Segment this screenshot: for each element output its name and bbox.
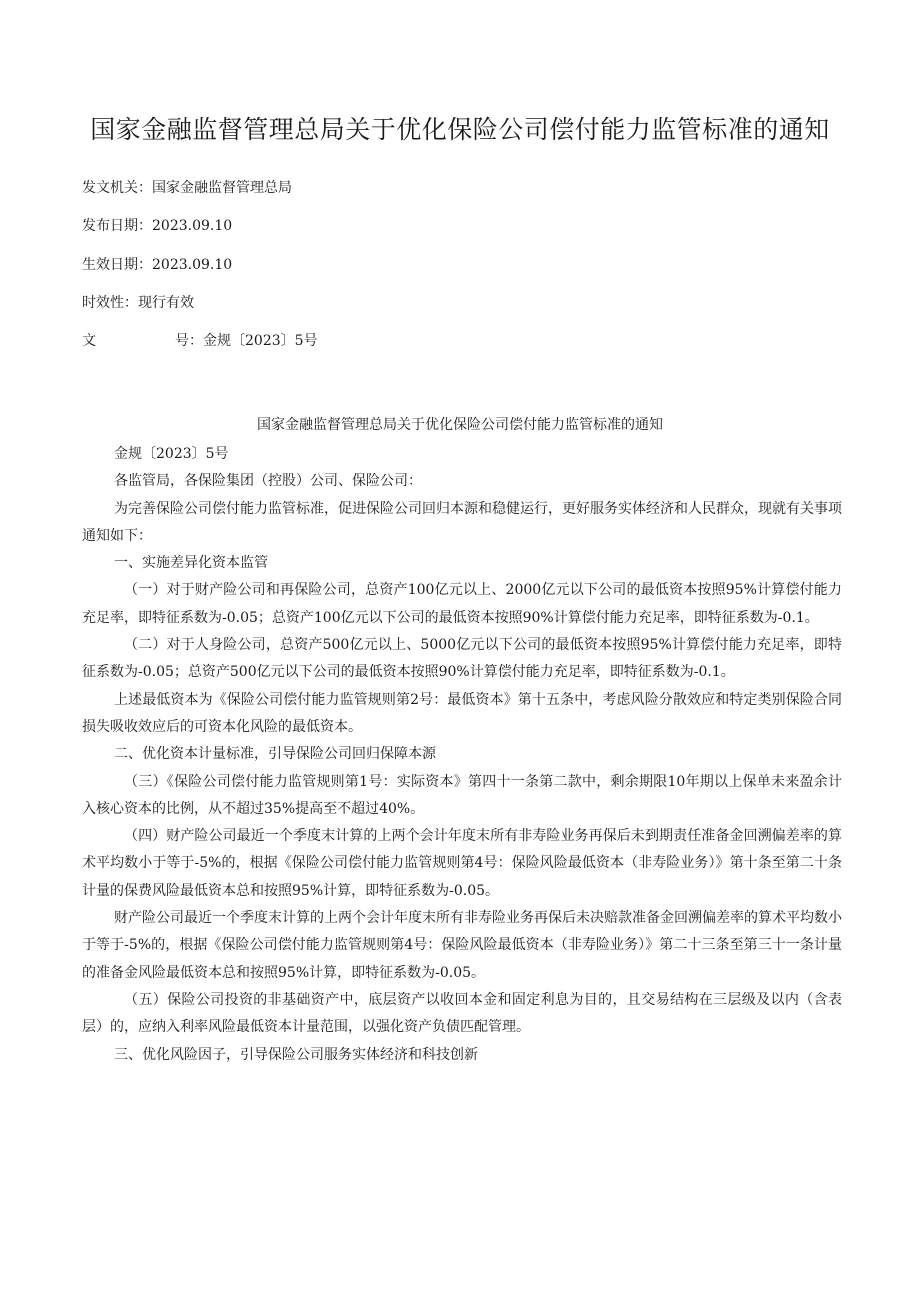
- body-paragraph: （四）财产险公司最近一个季度末计算的上两个会计年度末所有非寿险业务再保后未到期责任准备金回溯偏差率的算术平均数小于等于-5%的，根据《保险公司偿付能力监管规则第4号：保险风险最低资本（非寿险业务）》第十条至第二十条计量的保费风险最低资本总和按照95%计算，即特征系数为-0.05。: [82, 828, 842, 899]
- body-paragraph: （一）对于财产险公司和再保险公司，总资产100亿元以上、2000亿元以下公司的最低资本按照95%计算偿付能力充足率，即特征系数为-0.05；总资产100亿元以下公司的最低资本按照90%计算偿付能力充足率，即特征系数为-0.1。: [82, 582, 842, 626]
- body-paragraph: 各监管局，各保险集团（控股）公司、保险公司：: [114, 473, 422, 490]
- body-paragraph: 上述最低资本为《保险公司偿付能力监管规则第2号：最低资本》第十五条中，考虑风险分散效应和特定类别保险合同损失吸收效应后的可资本化风险的最低资本。: [82, 691, 842, 735]
- body-paragraph: （二）对于人身险公司，总资产500亿元以上、5000亿元以下公司的最低资本按照95%计算偿付能力充足率，即特征系数为-0.05；总资产500亿元以下公司的最低资本按照90%计算偿付能力充足率，即特征系数为-0.1。: [82, 637, 842, 681]
- meta-doc-number: [82, 330, 318, 350]
- document-title: 国家金融监督管理总局关于优化保险公司偿付能力监管标准的通知: [90, 115, 830, 144]
- body-paragraph: 金规〔2023〕5号: [114, 446, 229, 462]
- meta-issuer: 发文机关：国家金融监督管理总局: [82, 180, 292, 196]
- body-paragraph: 财产险公司最近一个季度末计算的上两个会计年度末所有非寿险业务再保后未决赔款准备金回溯偏差率的算术平均数小于等于-5%的，根据《保险公司偿付能力监管规则第4号：保险风险最低资本（非寿险业务）》第二十三条至第三十一条计量的准备金风险最低资本总和按照95%计算，即特征系数为-0.05。: [82, 910, 842, 981]
- section-heading: 三、优化风险因子，引导保险公司服务实体经济和科技创新: [114, 1046, 478, 1063]
- meta-effective-date: 生效日期：2023.09.10: [82, 257, 233, 273]
- body-paragraph: 为完善保险公司偿付能力监管标准，促进保险公司回归本源和稳健运行，更好服务实体经济和人民群众，现就有关事项通知如下：: [82, 500, 842, 544]
- document-subtitle: 国家金融监督管理总局关于优化保险公司偿付能力监管标准的通知: [257, 417, 663, 433]
- meta-doc-number-label: 文: [82, 333, 96, 349]
- section-heading: 二、优化资本计量标准，引导保险公司回归保障本源: [114, 746, 436, 763]
- body-paragraph: （五）保险公司投资的非基础资产中，底层资产以收回本金和固定利息为目的，且交易结构在三层级及以内（含表层）的，应纳入利率风险最低资本计量范围，以强化资产负债匹配管理。: [82, 991, 842, 1036]
- meta-doc-number-value: 号：金规〔2023〕5号: [175, 333, 318, 349]
- body-paragraph: （三）《保险公司偿付能力监管规则第1号：实际资本》第四十一条第二款中，剩余期限10年期以上保单未来盈余计入核心资本的比例，从不超过35%提高至不超过40%。: [82, 773, 842, 817]
- section-heading: 一、实施差异化资本监管: [114, 555, 268, 572]
- document-body: [82, 441, 842, 1069]
- meta-validity: 时效性：现行有效: [82, 295, 194, 311]
- meta-publish-date: 发布日期：2023.09.10: [82, 218, 233, 234]
